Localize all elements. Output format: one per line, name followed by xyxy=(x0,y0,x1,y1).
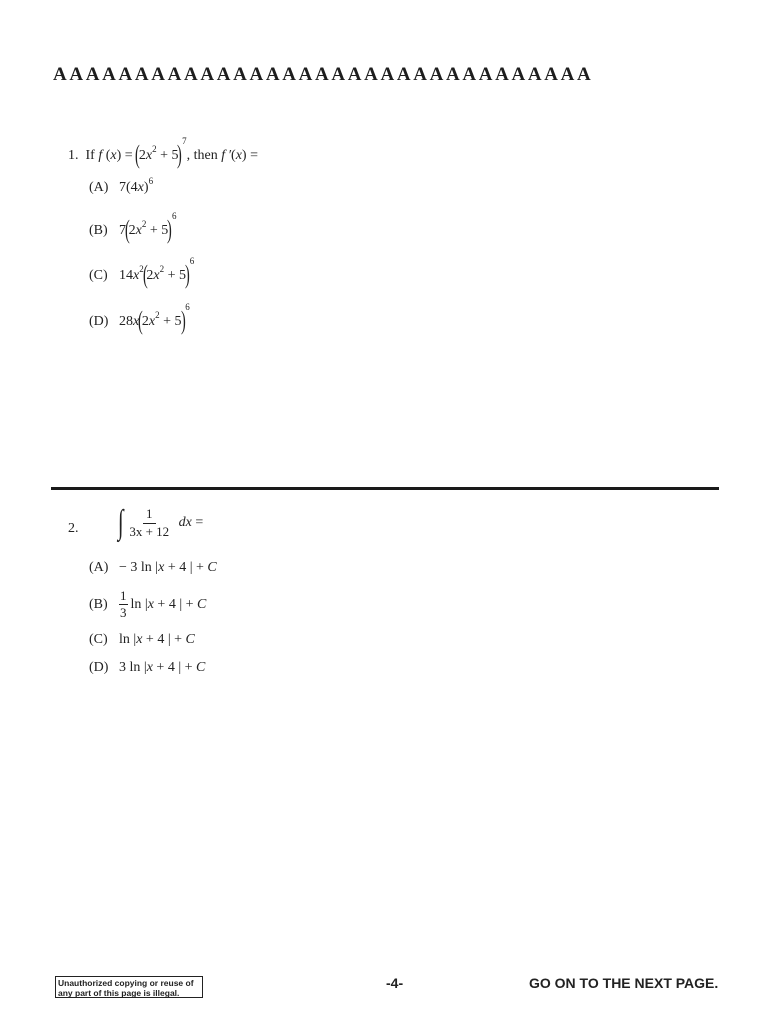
q2-choice-d[interactable] xyxy=(89,660,205,676)
q2b-fraction xyxy=(119,589,128,621)
copyright-line-1: Unauthorized copying or reuse of xyxy=(58,978,194,988)
q2-choice-a[interactable] xyxy=(89,560,217,576)
q2b-mid: + 4 | + xyxy=(153,596,198,612)
q1-x2: x xyxy=(235,148,242,163)
q1-x: x xyxy=(110,148,117,163)
question-2-number: 2. xyxy=(68,521,79,536)
copyright-line-2: any part of this page is illegal. xyxy=(58,988,180,998)
question-divider xyxy=(51,487,719,490)
choice-c-inner: 2 xyxy=(146,268,154,283)
choice-a-text: 7(4 xyxy=(119,180,138,195)
choice-c-plus5: + 5 xyxy=(167,268,187,283)
q2b-frac-den: 3 xyxy=(120,605,127,621)
q2c-mid: + 4 | + xyxy=(142,632,186,647)
choice-c-coef-sq: 2 xyxy=(139,264,144,274)
q2-choice-b[interactable] xyxy=(89,589,206,621)
choice-label: (D) xyxy=(89,314,109,329)
q1-eq: = xyxy=(124,148,133,163)
q2b-c: C xyxy=(197,596,207,612)
section-header-a-row: A A A A A A A A A A A A A A A A A A A A A A A A A A A A A A A A A xyxy=(53,64,591,85)
choice-b-x: x xyxy=(135,223,142,238)
choice-c-power: 6 xyxy=(189,256,195,266)
q2a-x: x xyxy=(158,560,165,575)
choice-label: (A) xyxy=(89,560,109,575)
q1-power: 7 xyxy=(182,136,187,146)
q2c-c: C xyxy=(185,632,195,647)
choice-d-sq: 2 xyxy=(155,310,160,320)
choice-d-x: x xyxy=(148,314,156,329)
choice-b-inner: 2 xyxy=(128,223,136,238)
q2d-x: x xyxy=(146,660,153,675)
q1-end: = xyxy=(250,148,258,163)
choice-c-coef-x: x xyxy=(133,268,140,283)
q2-end: = xyxy=(195,515,204,530)
q2a-mid: + 4 | + xyxy=(164,560,208,575)
next-page-notice: GO ON TO THE NEXT PAGE. xyxy=(529,975,719,991)
choice-d-plus5: + 5 xyxy=(163,314,182,329)
integrand-numerator: 1 xyxy=(143,507,156,523)
q1-choice-a[interactable] xyxy=(89,176,154,196)
q1-f: f xyxy=(98,148,103,163)
choice-label: (C) xyxy=(89,632,108,647)
q2d-mid: + 4 | + xyxy=(152,660,197,675)
choice-c-x: x xyxy=(153,268,160,283)
integrand-denominator: 3x + 12 xyxy=(129,523,170,539)
choice-label: (C) xyxy=(89,268,108,283)
q1-choice-c[interactable]: (C) 14 x 2 ( 2 x 2 + 5 ) 6 xyxy=(89,256,195,289)
choice-d-coef: 28 xyxy=(119,314,133,329)
q1-base: 2 xyxy=(138,148,146,163)
choice-d-power: 6 xyxy=(185,302,190,312)
copyright-notice-box xyxy=(55,976,203,998)
q1-choice-d[interactable]: (D) 28 x ( 2 x 2 + 5 ) 6 xyxy=(89,302,190,335)
choice-b-coef: 7 xyxy=(119,223,126,238)
q2c-pre: ln | xyxy=(119,632,137,647)
choice-a-var: x xyxy=(137,180,144,195)
page-number: -4- xyxy=(386,975,404,991)
choice-c-sq: 2 xyxy=(159,264,165,274)
q2a-pre: − 3 ln | xyxy=(119,560,159,575)
choice-b-power: 6 xyxy=(171,211,177,221)
q2-choice-c[interactable] xyxy=(89,632,195,648)
integral-sign-icon: ∫ xyxy=(117,504,124,541)
q1-then: , then xyxy=(186,148,218,163)
choice-c-coef: 14 xyxy=(119,268,133,283)
q2d-c: C xyxy=(196,660,206,675)
choice-label: (B) xyxy=(89,223,108,238)
question-1-number: 1. xyxy=(68,148,79,163)
q1-choice-b[interactable]: (B) 7 ( 2 x 2 + 5 ) 6 xyxy=(89,211,177,244)
choice-b-sq: 2 xyxy=(141,219,147,229)
q2b-frac-num: 1 xyxy=(119,589,128,605)
choice-b-plus5: + 5 xyxy=(149,223,169,238)
question-1-stem: 1. If f ( x ) = ( 2 x 2 + 5 ) 7 , then f ′ ( x ) = xyxy=(68,136,258,169)
q2b-pre: ln | xyxy=(130,596,148,612)
q1-base-x: x xyxy=(145,148,153,163)
choice-label: (B) xyxy=(89,596,108,612)
choice-label: (A) xyxy=(89,180,109,195)
q1-square: 2 xyxy=(152,144,157,154)
integrand-fraction xyxy=(126,507,172,539)
q2c-x: x xyxy=(136,632,143,647)
choice-a-power: 6 xyxy=(148,176,154,186)
choice-label: (D) xyxy=(89,660,109,675)
q2a-c: C xyxy=(207,560,217,575)
choice-d-inner: 2 xyxy=(141,314,149,329)
q1-fprime: f ′ xyxy=(221,148,232,163)
q2-dx: dx xyxy=(178,515,192,530)
q2d-pre: 3 ln | xyxy=(119,660,147,675)
choice-a-close: ) xyxy=(143,180,149,195)
question-2-stem xyxy=(116,506,203,540)
q1-if: If xyxy=(85,148,95,163)
q2b-x: x xyxy=(147,596,154,612)
q1-plus5: + 5 xyxy=(160,148,179,163)
choice-d-coef-x: x xyxy=(133,314,140,329)
